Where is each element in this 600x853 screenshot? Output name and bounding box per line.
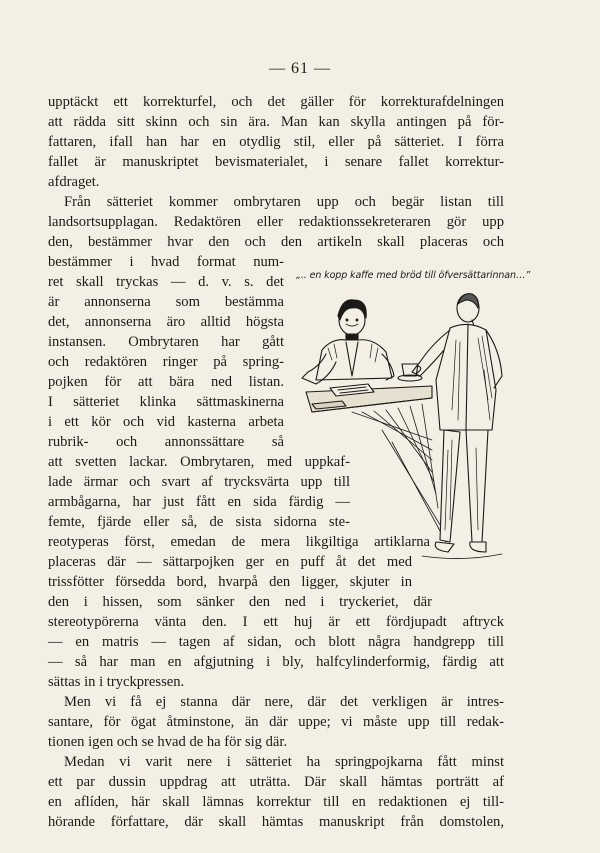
illustration-caption: „.. en kopp kaffe med bröd till öfversättarinnan…” [296,270,531,281]
text-line: ett par dussin uppdrag att uträtta. Där skall hämtas porträtt af [48,774,504,790]
text-line: armbågarna, har just fått en sida färdig — [48,494,350,510]
text-line: Medan vi varit nere i sätteriet ha springpojkarna fått minst [64,754,504,770]
text-line: ret skall tryckas — d. v. s. det [48,274,284,290]
text-line: det, annonserna äro alltid högsta [48,314,284,330]
text-line: stereotypörerna vänta den. I ett huj är ett fördjupadt aftryck [48,614,504,630]
text-line: pojken för att bära ned listan. [48,374,284,390]
text-line: sättas in i tryckpressen. [48,674,185,690]
text-line: reotyperas först, emedan de mera likgiltiga artiklarna [48,534,430,550]
text-line: är annonserna som bestämma [48,294,284,310]
text-line: I sätteriet klinka sättmaskinerna [48,394,284,410]
text-line: instansen. Ombrytaren har gått [48,334,284,350]
text-line: placeras där — sättarpojken ger en puff åt det med [48,554,412,570]
text-line: den i hissen, som sänker den ned i tryckeriet, där [48,594,432,610]
text-line: — så har man en afgjutning i bly, halfcylinderformig, färdig att [48,654,504,670]
text-line: afdraget. [48,174,100,190]
text-line: en aflíden, här skall lämnas korrektur till en redaktionen ej till- [48,794,504,810]
text-line: i ett kör och vid kasterna arbeta [48,414,284,430]
text-line: femte, fjärde eller så, de sista sidorna ste- [48,514,350,530]
text-line: upptäckt ett korrekturfel, och det gäller för korrekturafdelningen [48,94,504,110]
text-line: — en matris — tagen af sidan, och blott några handgrepp till [48,634,504,650]
text-line: bestämmer i hvad format num- [48,254,284,270]
text-line: santare, för ögat åtminstone, än där uppe; vi måste upp till redak- [48,714,504,730]
text-line: att svetten lackar. Ombrytaren, med uppkaf- [48,454,350,470]
text-line: och redaktören ringer på spring- [48,354,284,370]
text-line: att rädda sitt skinn och sin ära. Man kan skylla antingen på för- [48,114,504,130]
text-line: fallet är manuskriptet bevismaterialet, i senare fallet korrektur- [48,154,504,170]
illustration-woman-and-man-at-desk [282,280,514,580]
text-line: trissfötter försedda bord, hvarpå den ligger, skjuter in [48,574,412,590]
text-line: landsortsupplagan. Redaktören eller redaktionssekreteraren gör upp [48,214,504,230]
text-line: Från sätteriet kommer ombrytaren upp och begär listan till [64,194,504,210]
text-line: fattaren, ifall han har en otydlig stil, eller på sätteriet. I förra [48,134,504,150]
text-line: lade ärmar och svart af trycksvärta upp till [48,474,350,490]
text-line: tionen igen och se hvad de ha för sig där. [48,734,288,750]
text-line: rubrik- och annonssättare så [48,434,284,450]
text-line: hörande författare, där skall hämtas manuskript från domstolen, [48,814,504,830]
page-number: — 61 — [269,60,331,77]
text-line: den, bestämmer hvar den och den artikeln skall placeras och [48,234,504,250]
text-line: Men vi få ej stanna där nere, där det verkligen är intres- [64,694,504,710]
